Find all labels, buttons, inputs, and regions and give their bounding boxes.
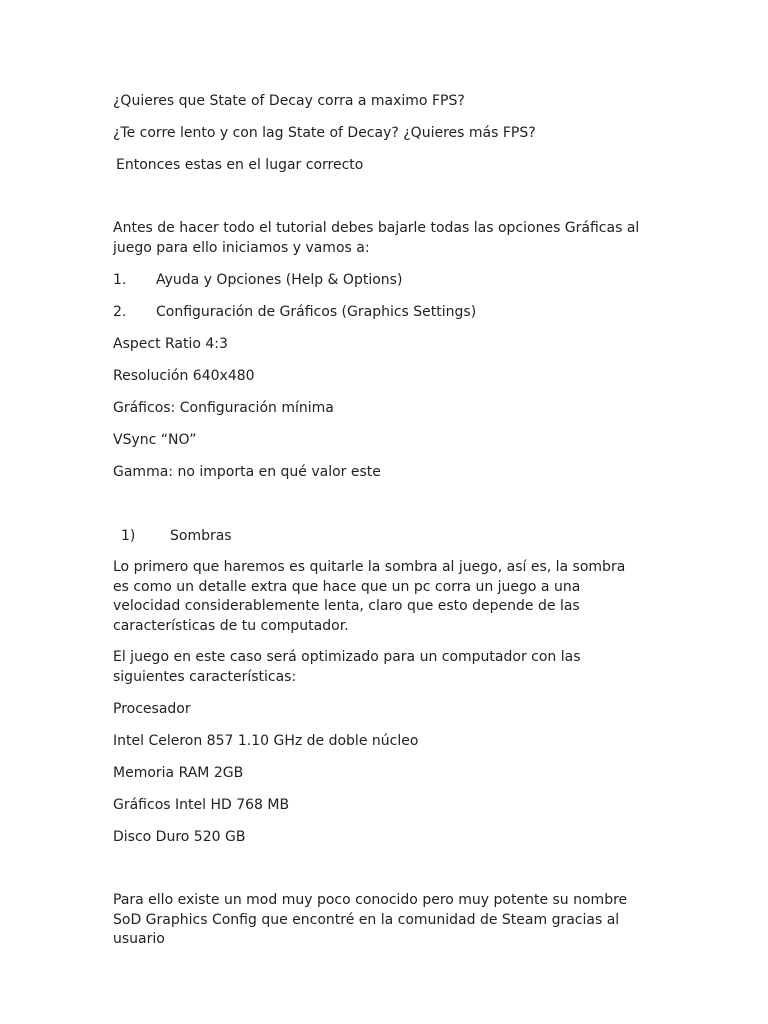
- intro-line-2: ¿Te corre lento y con lag State of Decay? ¿Quieres más FPS?: [113, 125, 536, 141]
- spec-gpu: Gráficos Intel HD 768 MB: [113, 797, 290, 813]
- step-number: 2.: [113, 304, 127, 320]
- setting-vsync: VSync “NO”: [113, 432, 197, 448]
- spec-cpu: Intel Celeron 857 1.10 GHz de doble núcleo: [113, 733, 419, 749]
- intro-line-1: ¿Quieres que State of Decay corra a maximo FPS?: [113, 93, 465, 109]
- section-title: Sombras: [170, 528, 232, 544]
- setting-aspect-ratio: Aspect Ratio 4:3: [113, 336, 228, 352]
- setting-gamma: Gamma: no importa en qué valor este: [113, 464, 381, 480]
- sombras-paragraph: Lo primero que haremos es quitarle la sombra al juego, así es, la sombra es como un detalle extra que hace que un pc corra un juego a una velocidad considerablemente lenta, claro que esto depende de las características de tu computador.: [113, 559, 626, 634]
- spec-disk: Disco Duro 520 GB: [113, 829, 246, 845]
- section-number: 1): [121, 528, 136, 544]
- spec-ram: Memoria RAM 2GB: [113, 765, 244, 781]
- document-page: [113, 91, 643, 950]
- setting-graphics: Gráficos: Configuración mínima: [113, 400, 334, 416]
- setting-resolution: Resolución 640x480: [113, 368, 255, 384]
- before-tutorial-paragraph: Antes de hacer todo el tutorial debes bajarle todas las opciones Gráficas al juego para ello iniciamos y vamos a:: [113, 220, 640, 256]
- step-text: Configuración de Gráficos (Graphics Settings): [156, 304, 477, 320]
- step-number: 1.: [113, 272, 127, 288]
- mod-paragraph: Para ello existe un mod muy poco conocido pero muy potente su nombre SoD Graphics Config que encontré en la comunidad de Steam gracias al usuario: [113, 892, 628, 947]
- step-item-2: [113, 302, 643, 322]
- optimized-paragraph: El juego en este caso será optimizado para un computador con las siguientes características:: [113, 649, 581, 685]
- step-item-1: [113, 270, 643, 290]
- step-text: Ayuda y Opciones (Help & Options): [156, 272, 403, 288]
- section-heading-sombras: [113, 526, 643, 546]
- intro-line-3: Entonces estas en el lugar correcto: [116, 157, 364, 173]
- spec-processor-label: Procesador: [113, 701, 191, 717]
